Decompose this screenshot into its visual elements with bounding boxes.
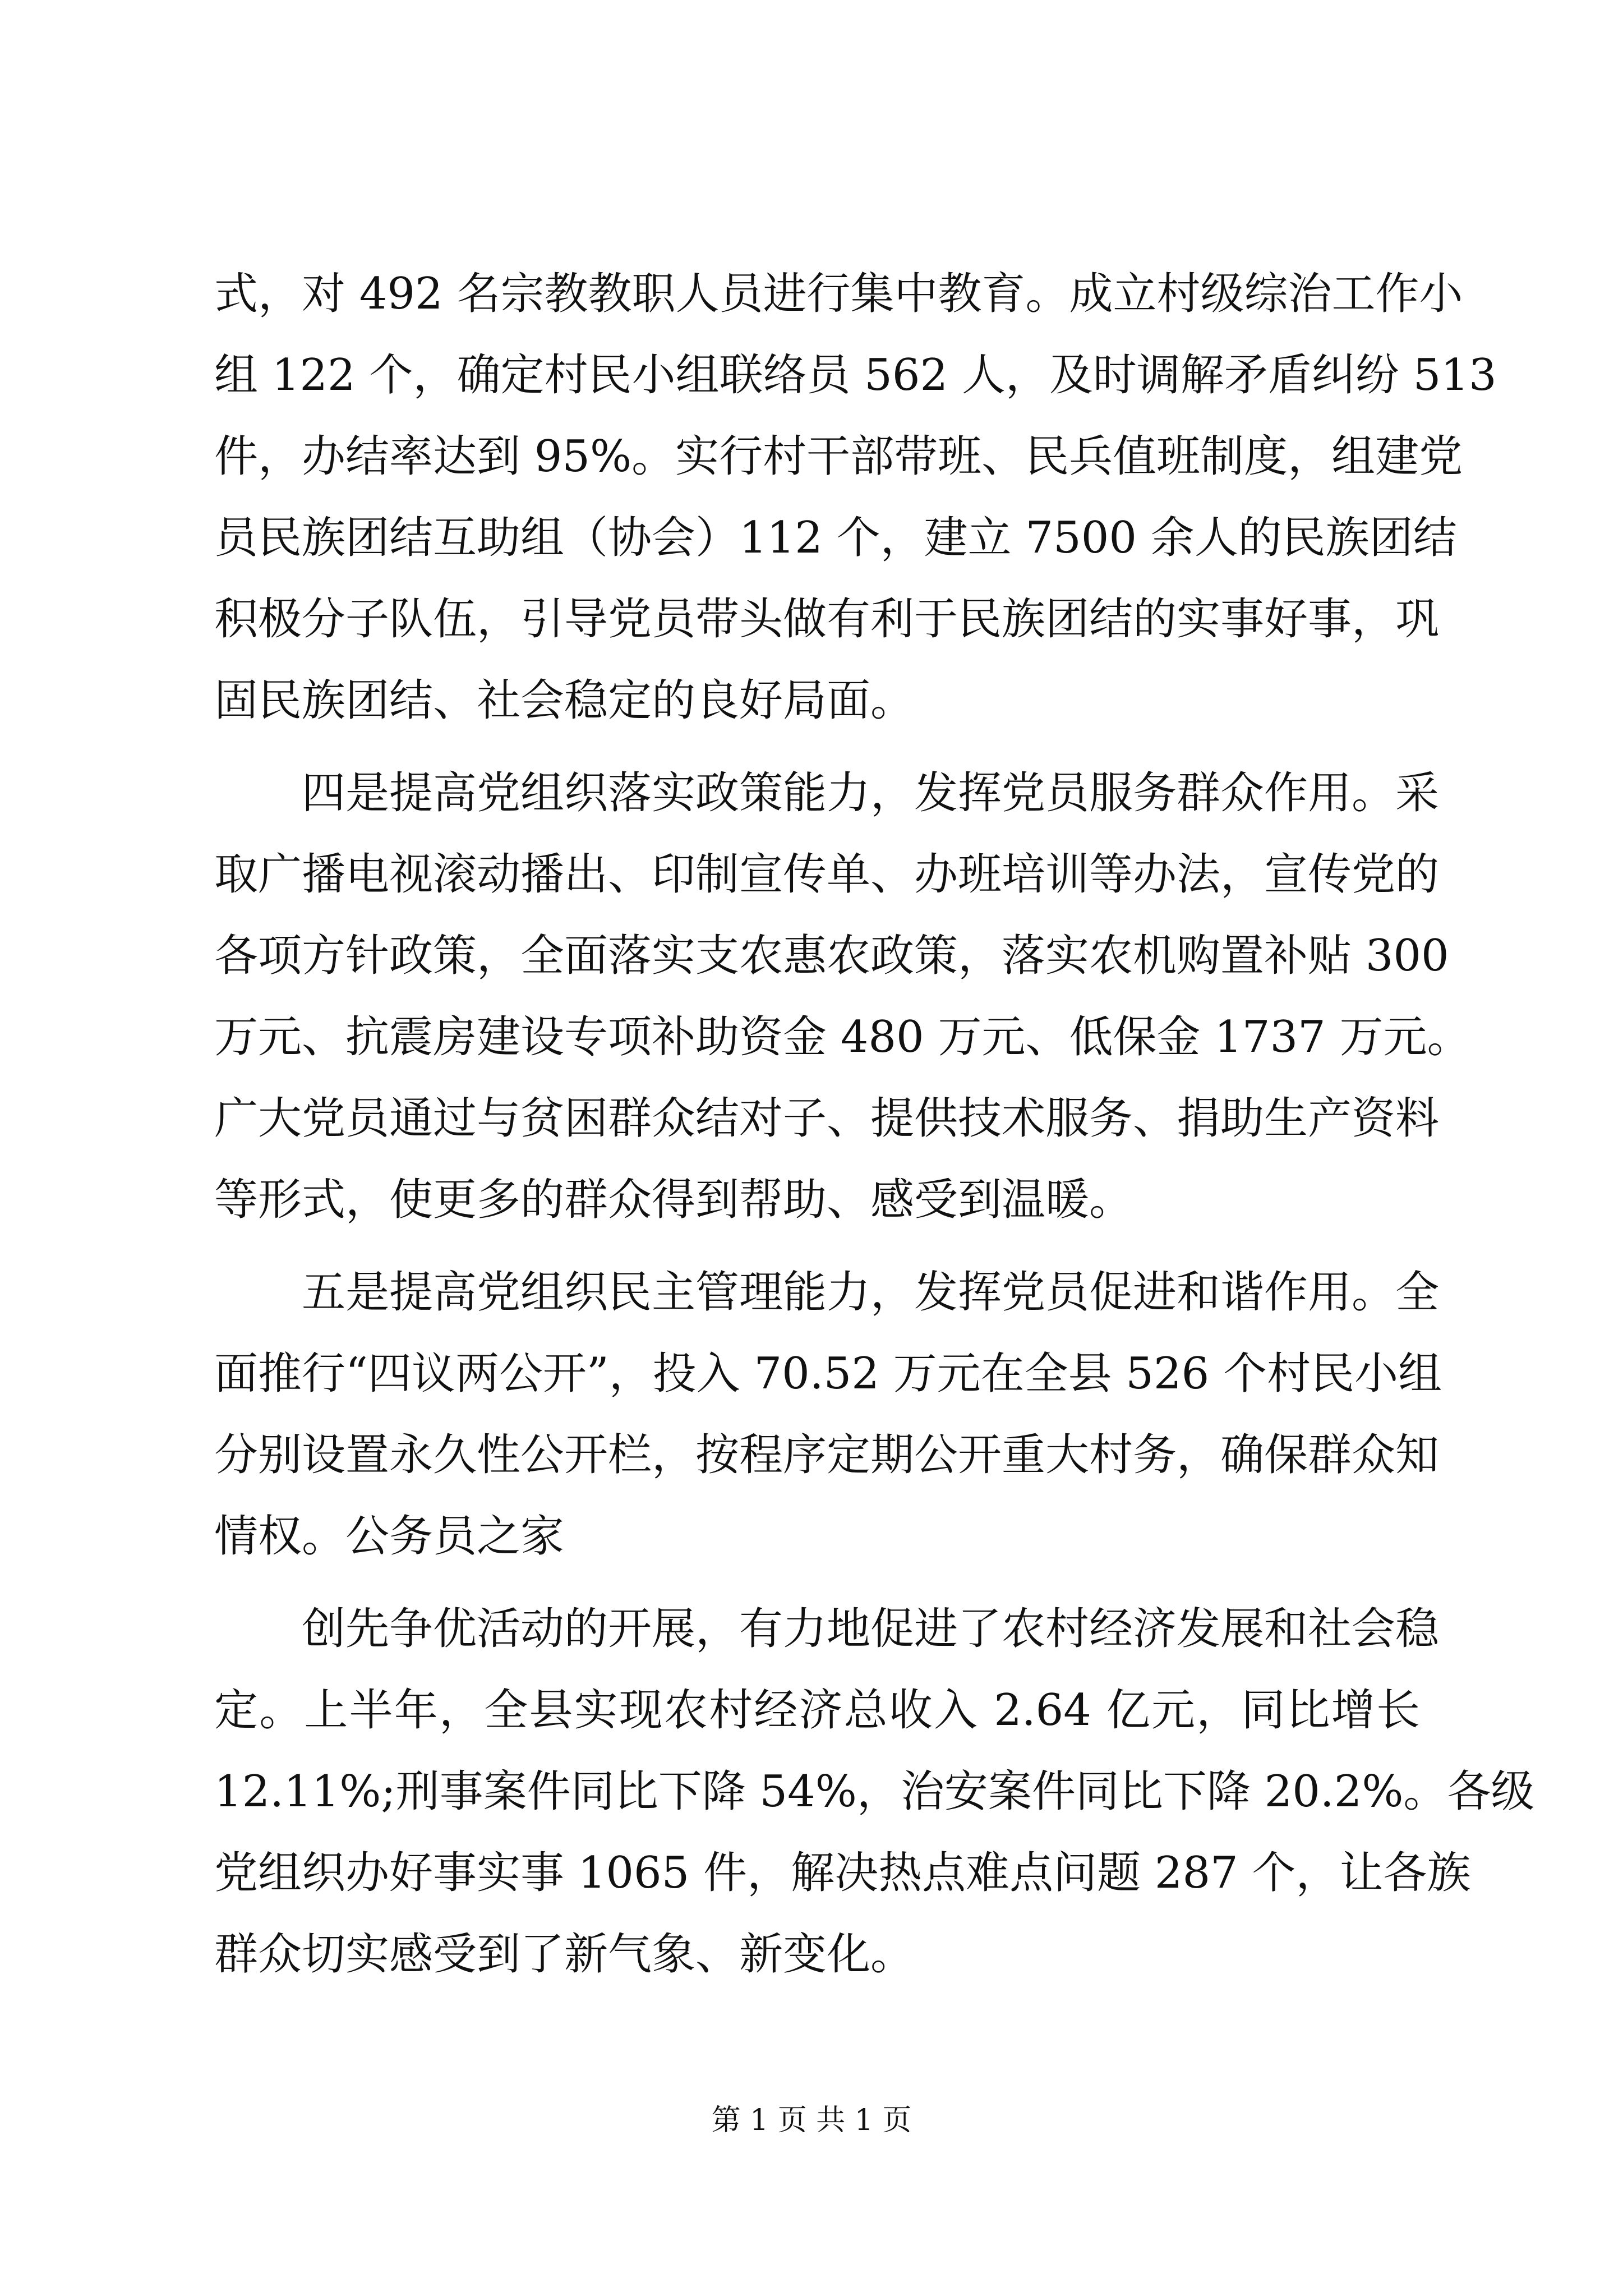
paragraph-4 [214, 1589, 1535, 1995]
text-line: 件，办结率达到 95%。实行村干部带班、民兵值班制度，组建党 [214, 431, 1463, 482]
text-line: 积极分子队伍，引导党员带头做有利于民族团结的实事好事，巩 [214, 594, 1440, 645]
paragraph-3 [214, 1252, 1442, 1577]
page-footer: 第 1 页 共 1 页 [711, 2104, 912, 2137]
text-line: 定。上半年，全县实现农村经济总收入 2.64 亿元，同比增长 [214, 1685, 1420, 1736]
text-line: 12.11%;刑事案件同比下降 54%，治安案件同比下降 20.2%。各级 [214, 1766, 1535, 1817]
text-line: 各项方针政策，全面落实支农惠农政策，落实农机购置补贴 300 [214, 931, 1449, 981]
paragraph-2 [214, 753, 1471, 1241]
text-line: 万元、抗震房建设专项补助资金 480 万元、低保金 1737 万元。 [214, 1012, 1471, 1062]
document-body [214, 254, 1535, 1995]
paragraph-1 [214, 254, 1497, 742]
text-line: 四是提高党组织落实政策能力，发挥党员服务群众作用。采 [302, 768, 1440, 818]
text-line: 创先争优活动的开展，有力地促进了农村经济发展和社会稳 [302, 1604, 1440, 1654]
text-line: 固民族团结、社会稳定的良好局面。 [214, 675, 915, 726]
text-line: 情权。公务员之家 [214, 1511, 565, 1562]
text-line: 党组织办好事实事 1065 件，解决热点难点问题 287 个，让各族 [214, 1848, 1471, 1898]
text-line: 等形式，使更多的群众得到帮助、感受到温暖。 [214, 1175, 1133, 1225]
text-line: 式，对 492 名宗教教职人员进行集中教育。成立村级综治工作小 [214, 269, 1463, 319]
text-line: 面推行“四议两公开”，投入 70.52 万元在全县 526 个村民小组 [214, 1349, 1442, 1399]
text-line: 组 122 个，确定村民小组联络员 562 人，及时调解矛盾纠纷 513 [214, 350, 1497, 401]
text-line: 员民族团结互助组（协会）112 个，建立 7500 余人的民族团结 [214, 513, 1457, 563]
text-line: 五是提高党组织民主管理能力，发挥党员促进和谐作用。全 [302, 1267, 1440, 1318]
text-line: 群众切实感受到了新气象、新变化。 [214, 1929, 915, 1980]
text-line: 分别设置永久性公开栏，按程序定期公开重大村务，确保群众知 [214, 1430, 1440, 1480]
text-line: 广大党员通过与贫困群众结对子、提供技术服务、捐助生产资料 [214, 1093, 1440, 1144]
text-line: 取广播电视滚动播出、印制宣传单、办班培训等办法，宣传党的 [214, 849, 1440, 900]
